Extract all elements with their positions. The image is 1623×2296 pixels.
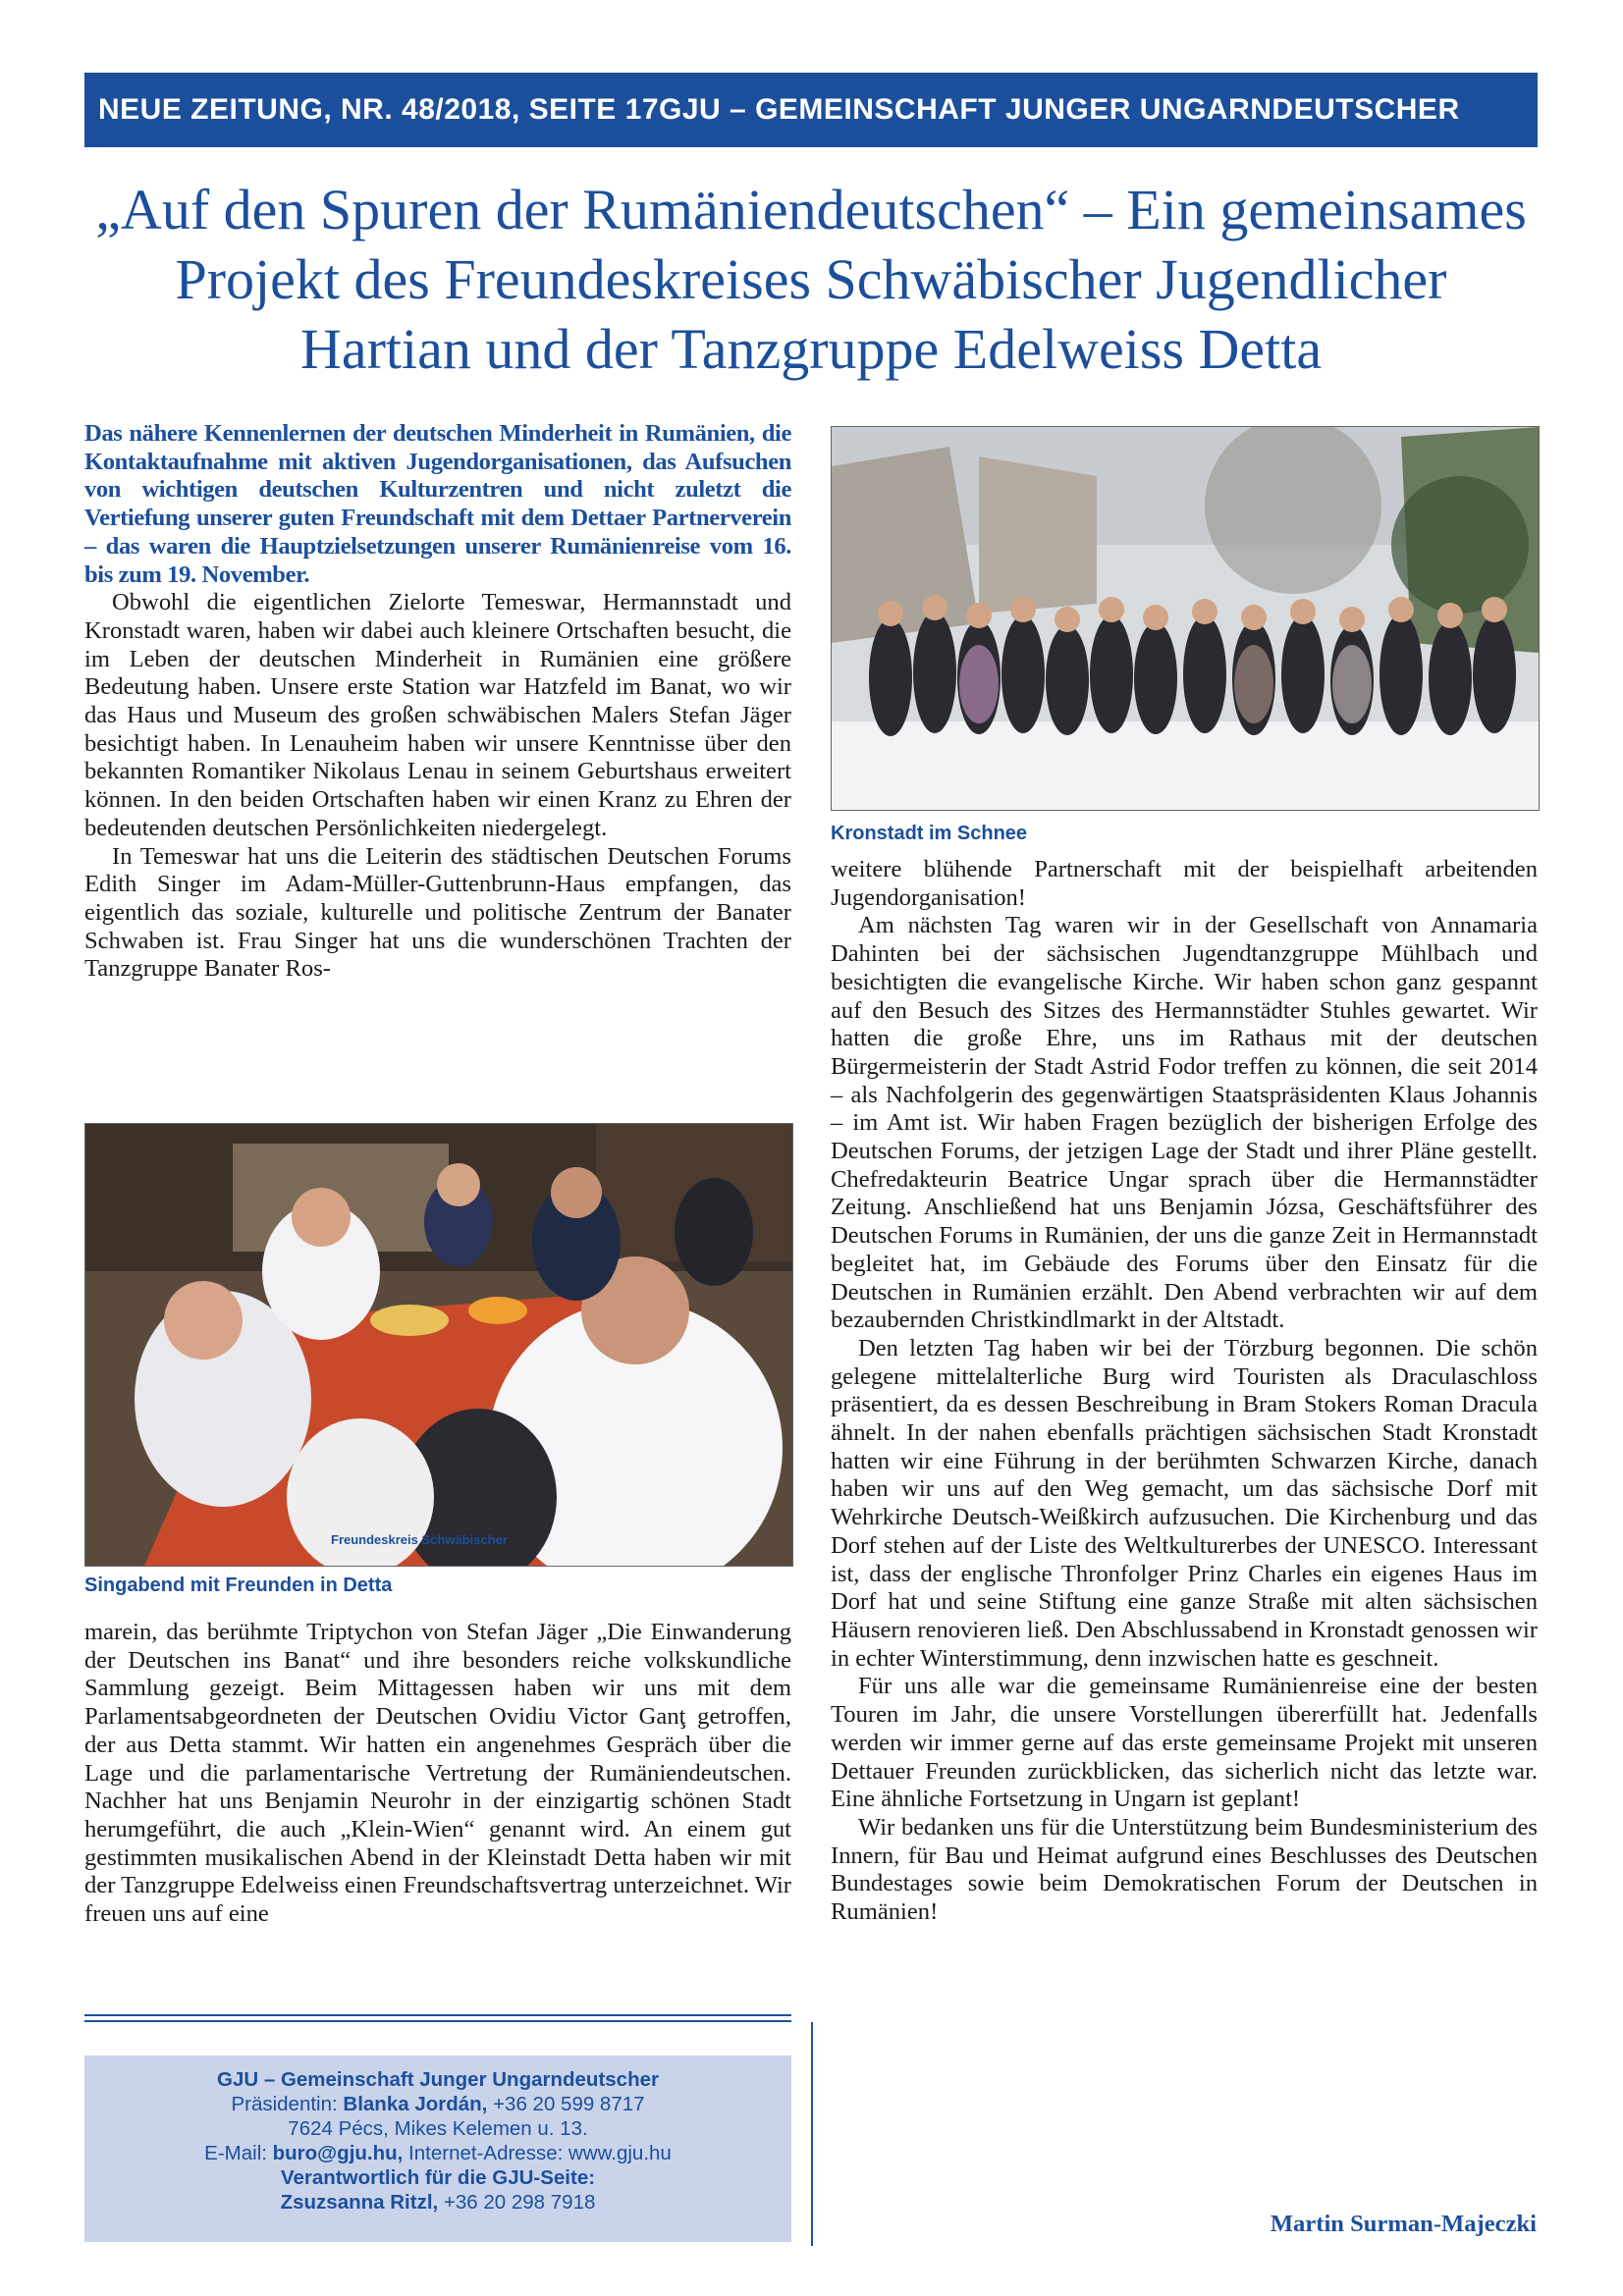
divider-rule-1	[84, 2014, 791, 2016]
left-paragraph-3: marein, das berühmte Triptychon von Stefan Jäger „Die Einwanderung der Deutschen ins Banat“ und ihre besonders reiche volkskundliche Sammlung gezeigt. Beim Mittagessen haben wir uns mit dem Parlamentsabgeordneten der Deutschen Ovidiu Victor Ganţ getroffen, der aus Detta stammt. Wir hatten ein angenehmes Gespräch über die Lage und die parlamentarische Vertretung der Rumäniendeutschen. Nachher hat uns Benjamin Neurohr in der einzigartig schönen Stadt herumgeführt, die auch „Klein-Wien“ genannt wird. An einem gut gestimmten musikalischen Abend in der Kleinstadt Detta haben wir mit der Tanzgruppe Edelweiss einen Freundschaftsvertrag unterzeichnet. Wir freuen uns auf eine	[84, 1619, 791, 1928]
article-title: „Auf den Spuren der Rumäniendeutschen“ – Ein gemeinsames Projekt des Freundeskreises Schwäbischer Jugendlicher Hartian und der Tanzgruppe Edelweiss Detta	[95, 178, 1527, 381]
vertical-divider	[811, 2022, 813, 2246]
infobox-org: GJU – Gemeinschaft Junger Ungarndeutscher	[217, 2068, 659, 2091]
page-header-bar	[84, 73, 1538, 147]
lead-paragraph: Das nähere Kennenlernen der deutschen Minderheit in Rumänien, die Kontaktaufnahme mit aktiven Jugendorganisationen, das Aufsuchen von wichtigen deutschen Kulturzentren und nicht zuletzt die Vertiefung unserer guten Freundschaft mit dem Dettaer Partnerverein – das waren die Hauptzielsetzungen unserer Rumänienreise vom 16. bis zum 19. November.	[84, 420, 791, 588]
right-paragraph-1: weitere blühende Partnerschaft mit der beispielhaft arbeitenden Jugendorganisation!	[831, 856, 1538, 911]
infobox-contact	[84, 2141, 791, 2165]
left-column-bottom	[84, 1619, 791, 1929]
email-link[interactable]: buro@gju.hu,	[272, 2142, 404, 2164]
divider-rule-2	[84, 2020, 791, 2022]
left-paragraph-2: In Temeswar hat uns die Leiterin des städtischen Deutschen Forums Edith Singer im Adam-Müller-Guttenbrunn-Haus empfangen, das eigentlich das soziale, kulturelle und politische Zentrum der Banater Schwaben ist. Frau Singer hat uns die wunderschönen Trachten der Tanzgruppe Banater Ros-	[84, 842, 791, 983]
left-column-top	[84, 420, 791, 984]
president-name: Blanka Jordán,	[343, 2093, 488, 2115]
photo-kronstadt	[831, 426, 1540, 811]
contact-infobox	[84, 2056, 791, 2242]
photo-singabend	[84, 1123, 793, 1567]
shirt-print-text: Freundeskreis Schwäbischer	[331, 1532, 508, 1547]
right-paragraph-2: Am nächsten Tag waren wir in der Gesellschaft von Annamaria Dahinten bei der sächsischen Jugendtanzgruppe Mühlbach und besichtigten die evangelische Kirche. Wir haben schon ganz gespannt auf den Besuch des Sitzes des Hermannstädter Stuhles gewartet. Wir hatten die große Ehre, uns im Rathaus mit der deutschen Bürgermeisterin der Stadt Astrid Fodor treffen zu können, die seit 2014 – als Nachfolgerin des gegenwärtigen Staatspräsidenten Klaus Johannis – im Amt ist. Wir haben Fragen bezüglich der bisherigen Erfolge des Deutschen Forums, der jetzigen Lage der Stadt und ihrer Pläne gestellt. Chefredakteurin Beatrice Ungar sprach über die Hermannstädter Zeitung. Anschließend hat uns Benjamin Józsa, Geschäftsführer des Deutschen Forums in Rumänien, der uns die ganze Zeit in Hermannstadt begleitet hat, im Gebäude des Forums über den Einsatz für die Deutschen in Rumänien erzählt. Den Abend verbrachten wir auf dem bezaubernden Christkindlmarkt in der Altstadt.	[831, 912, 1538, 1334]
header-right: GJU – GEMEINSCHAFT JUNGER UNGARNDEUTSCHER	[659, 93, 1460, 126]
responsible-phone: +36 20 298 7918	[438, 2191, 596, 2214]
responsible-name: Zsuzsanna Ritzl,	[280, 2191, 439, 2214]
caption-singabend: Singabend mit Freunden in Detta	[84, 1575, 393, 1596]
left-paragraph-1: Obwohl die eigentlichen Zielorte Temeswar, Hermannstadt und Kronstadt waren, haben wir dabei auch kleinere Ortschaften besucht, die im Leben der deutschen Minderheit in Rumänien eine größere Bedeutung haben. Unsere erste Station war Hatzfeld im Banat, wo wir das Haus und Museum des großen schwäbischen Malers Stefan Jäger besichtigt haben. In Lenauheim haben wir unsere Kenntnisse über den bekannten Romantiker Nikolaus Lenau in seinem Geburtshaus erweitert können. In den beiden Ortschaften haben wir einen Kranz zu Ehren der bedeutenden deutschen Persönlichkeiten niedergelegt.	[84, 589, 791, 841]
right-column	[831, 856, 1538, 1927]
caption-kronstadt: Kronstadt im Schnee	[831, 823, 1028, 844]
infobox-responsible	[84, 2190, 791, 2215]
president-label: Präsidentin:	[231, 2093, 344, 2115]
web-address[interactable]: Internet-Adresse: www.gju.hu	[403, 2142, 672, 2164]
president-phone: +36 20 599 8717	[487, 2093, 645, 2115]
infobox-president	[84, 2092, 791, 2116]
email-label: E-Mail:	[204, 2142, 273, 2164]
header-left: NEUE ZEITUNG, NR. 48/2018, SEITE 17	[98, 93, 660, 126]
infobox-responsible-label: Verantwortlich für die GJU-Seite:	[280, 2166, 596, 2189]
right-paragraph-3: Den letzten Tag haben wir bei der Törzburg begonnen. Die schön gelegene mittelalterliche Burg wird Touristen als Draculaschloss präsentiert, da es dessen Beschreibung in Bram Stokers Roman Dracula ähnelt. In der nahen ebenfalls prächtigen sächsischen Stadt Kronstadt hatten wir eine Führung in der berühmten Schwarzen Kirche, danach haben wir uns auf den Weg gemacht, um das sächsische Dorf mit Wehrkirche Deutsch-Weißkirch aufzusuchen. Die Kirchenburg und das Dorf stehen auf der Liste des Weltkulturerbes der UNESCO. Interessant ist, dass der englische Thronfolger Prinz Charles ein eigenes Haus im Dorf hat und seine Stiftung eine ganze Straße mit alten sächsischen Häusern renovieren ließ. Den Abschlussabend in Kronstadt genossen wir in echter Winterstimmung, denn inzwischen hatte es geschneit.	[831, 1334, 1538, 1672]
right-paragraph-5: Wir bedanken uns für die Unterstützung beim Bundesministerium des Innern, für Bau und Heimat aufgrund eines Beschlusses des Deutschen Bundestages sowie beim Demokratischen Forum der Deutschen in Rumänien!	[831, 1813, 1538, 1926]
author-signature: Martin Surman-Majeczki	[1270, 2211, 1537, 2237]
right-paragraph-4: Für uns alle war die gemeinsame Rumänienreise eine der besten Touren im Jahr, die unsere Vorstellungen übererfüllt hat. Jedenfalls werden wir immer gerne auf das erste gemeinsame Projekt mit unseren Dettauer Freunden zurückblicken, das sicherlich nicht das letzte war. Eine ähnliche Fortsetzung in Ungarn ist geplant!	[831, 1673, 1538, 1813]
infobox-address: 7624 Pécs, Mikes Kelemen u. 13.	[288, 2117, 588, 2140]
